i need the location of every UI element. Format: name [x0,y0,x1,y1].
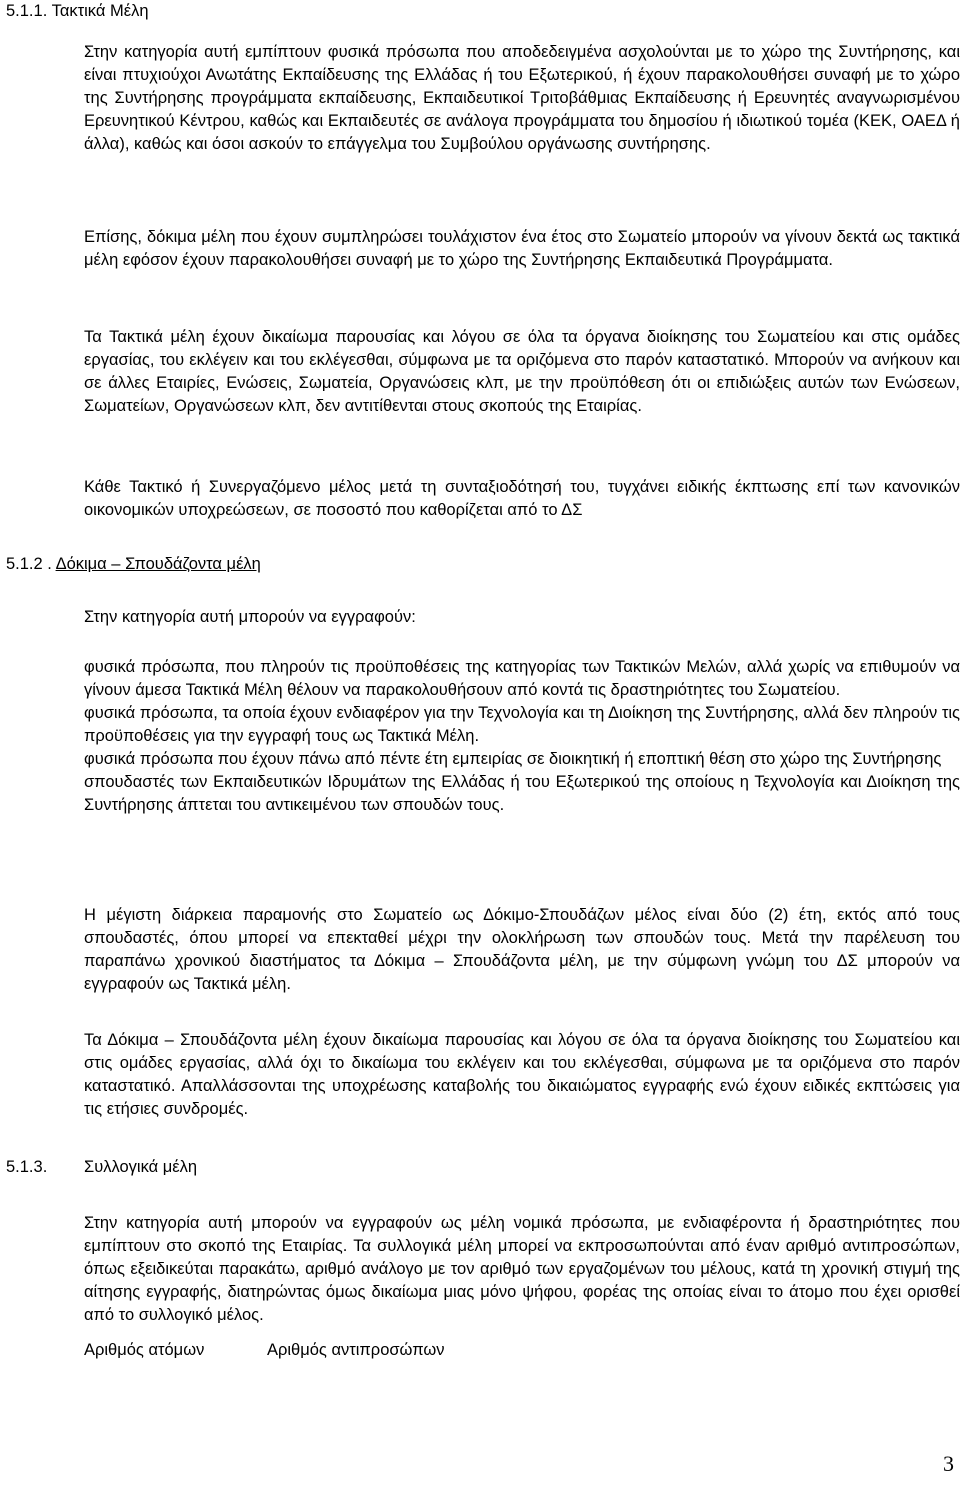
section-title: Συλλογικά μέλη [84,1158,198,1176]
paragraph-probationary-rights: Τα Δόκιμα – Σπουδάζοντα μέλη έχουν δικαίωμα παρουσίας και λόγου σε όλα τα όργανα διοίκησης του Σωματείου και στις ομάδες εργασίας, αλλά όχι το δικαίωμα του εκλέγειν και του εκλέγεσθαι, σύμφωνα με τα οριζόμενα στο παρόν καταστατικό. Απαλλάσσονται της υποχρέωσης καταβολής του δικαιώματος εγγραφής ενώ έχουν ειδικές εκπτώσεις για τις ετήσιες συνδρομές. [84,1031,960,1118]
section-heading-5-1-3 [6,1156,198,1179]
paragraph-regular-members-rights: Τα Τακτικά μέλη έχουν δικαίωμα παρουσίας και λόγου σε όλα τα όργανα διοίκησης του Σωματείου και στις ομάδες εργασίας, του εκλέγειν και του εκλέγεσθαι, σύμφωνα με τα οριζόμενα στο παρόν καταστατικό. Μπορούν να ανήκουν και σε άλλες Εταιρίες, Ενώσεις, Σωματεία, Οργανώσεις κλπ, με την προϋπόθεση ότι οι επιδιώξεις αυτών των Ενώσεων, Σωματείων, Οργανώσεων κλπ, δεν αντιτίθενται στους σκοπούς της Εταιρίας. [84,328,960,415]
paragraph-eligibility-intro: Στην κατηγορία αυτή μπορούν να εγγραφούν: [84,608,416,626]
eligibility-list [84,656,960,817]
paragraph-regular-members-definition: Στην κατηγορία αυτή εμπίπτουν φυσικά πρόσωπα που αποδεδειγμένα ασχολούνται με το χώρο της Συντήρησης, και είναι πτυχιούχοι Ανωτάτης Εκπαίδευσης της Ελλάδας ή του Εξωτερικού, ή έχουν παρακολουθήσει συναφή με το χώρο της Συντήρησης προγράμματα εκπαίδευσης, Εκπαιδευτικοί Τριτοβάθμιας Εκπαίδευσης ή Ερευνητές αναγνωρισμένου Ερευνητικού Κέντρου, καθώς και Εκπαιδευτές σε ανάλογα προγράμματα του δημοσίου ή ιδιωτικού τομέα (ΚΕΚ, ΟΑΕΔ ή άλλα), καθώς και όσοι ασκούν το επάγγελμα του Συμβούλου οργάνωσης συντήρησης. [84,43,960,153]
paragraph-retirement-discount: Κάθε Τακτικό ή Συνεργαζόμενο μέλος μετά τη συνταξιοδότησή του, τυγχάνει ειδικής έκπτωσης επί των κανονικών οικονομικών υποχρεώσεων, σε ποσοστό που καθορίζεται από το ΔΣ [84,478,960,519]
section-number: 5.1.3. [6,1158,48,1176]
section-number: 5.1.2 . [6,555,52,573]
column-label-employees: Αριθμός ατόμων [84,1341,205,1359]
paragraph-collective-members: Στην κατηγορία αυτή μπορούν να εγγραφούν ως μέλη νομικά πρόσωπα, με ενδιαφέροντα ή δραστηριότητες που εμπίπτουν στο σκοπό της Εταιρίας. Τα συλλογικά μέλη μπορεί να εκπροσωπούνται από έναν αριθμό αντιπροσώπων, όπως εξειδικεύται παρακάτω, αριθμό ανάλογο με τον αριθμό των εργαζομένων του μέλους, κατά τη χρονική στιγμή της αίτησης εγγραφής, διατηρώντας όμως δικαίωμα μιας μόνο ψήφου, φορέας της οποίας είναι το άτομο που έχει ορισθεί από το συλλογικό μέλος. [84,1214,960,1324]
section-title: Δόκιμα – Σπουδάζοντα μέλη [55,555,261,573]
list-item: φυσικά πρόσωπα, τα οποία έχουν ενδιαφέρον για την Τεχνολογία και τη Διοίκηση της Συντήρησης, αλλά δεν πληρούν τις προϋποθέσεις για την εγγραφή τους ως Τακτικά Μέλη. [84,704,960,745]
section-heading-5-1-1: 5.1.1. Τακτικά Μέλη [6,2,149,20]
page-number: 3 [943,1451,954,1476]
list-item: σπουδαστές των Εκπαιδευτικών Ιδρυμάτων της Ελλάδας ή του Εξωτερικού της οποίους η Τεχνολογία και Διοίκηση της Συντήρησης άπτεται του αντικειμένου των σπουδών τους. [84,773,960,814]
paragraph-membership-duration: Η μέγιστη διάρκεια παραμονής στο Σωματείο ως Δόκιμο-Σπουδάζων μέλος είναι δύο (2) έτη, εκτός από τους σπουδαστές, όπου μπορεί να επεκταθεί μέχρι την ολοκλήρωση των σπουδών τους. Μετά την παρέλευση του παραπάνω χρονικού διαστήματος τα Δόκιμα – Σπουδάζοντα μέλη, με την σύμφωνη γνώμη του ΔΣ μπορούν να εγγραφούν ως Τακτικά μέλη. [84,906,960,993]
paragraph-probationary-promotion: Επίσης, δόκιμα μέλη που έχουν συμπληρώσει τουλάχιστον ένα έτος στο Σωματείο μπορούν να γίνουν δεκτά ως τακτικά μέλη εφόσον έχουν παρακολουθήσει συναφή με το χώρο της Συντήρησης Εκπαιδευτικά Προγράμματα. [84,228,960,269]
list-item: φυσικά πρόσωπα, που πληρούν τις προϋποθέσεις της κατηγορίας των Τακτικών Μελών, αλλά χωρίς να επιθυμούν να γίνουν άμεσα Τακτικά Μέλη θέλουν να παρακολουθήσουν από κοντά τις δραστηριότητες του Σωματείου. [84,658,960,699]
column-label-representatives: Αριθμός αντιπροσώπων [267,1341,445,1359]
section-heading-5-1-2 [6,553,261,576]
list-item: φυσικά πρόσωπα που έχουν πάνω από πέντε έτη εμπειρίας σε διοικητική ή εποπτική θέση στο χώρο της Συντήρησης [84,750,942,768]
